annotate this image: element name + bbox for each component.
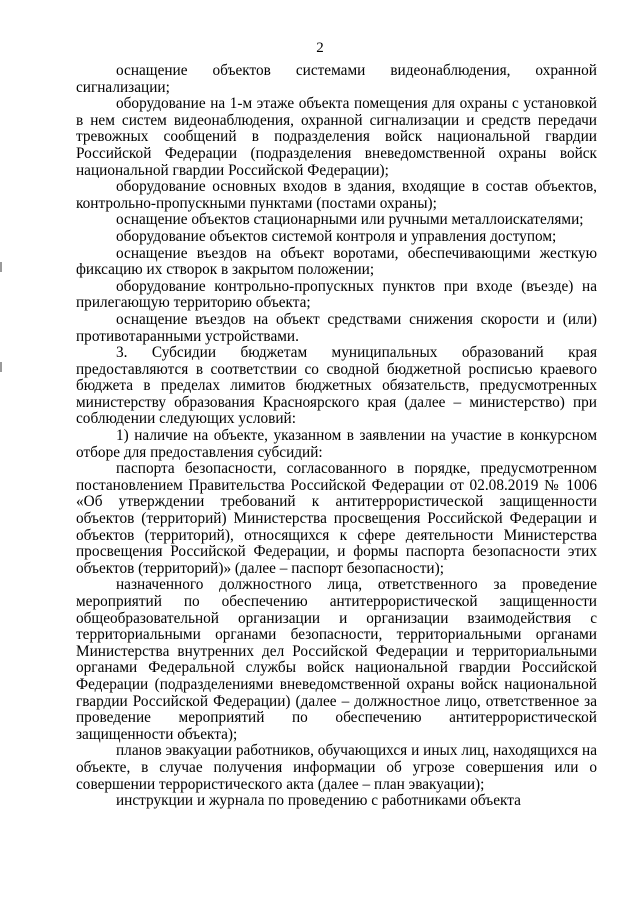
scan-edge-mark [0, 362, 2, 372]
paragraph: инструкции и журнала по проведению с работниками объекта [116, 792, 521, 810]
body-text [76, 63, 597, 810]
paragraph: оборудование на 1-м этаже объекта помещения для охраны с установкой в нем систем видеонаблюдения, охранной сигнализации и средств передачи тревожных сообщений в подразделения войск национальной гвардии Российской Федерации (подразделения вневедомственной охраны войск национальной гвардии Российской Федерации); [76, 95, 597, 179]
paragraph: оснащение объектов стационарными или ручными металлоискателями; [116, 211, 584, 229]
scan-edge-mark [0, 262, 2, 272]
paragraph: паспорта безопасности, согласованного в порядке, предусмотренном постановлением Правительства Российской Федерации от 02.08.2019 № 1006 «Об утверждении требований к антитеррористической защищенности объектов (территорий) Министерства просвещения Российской Федерации и объектов (территорий), относящихся к сфере деятельности Министерства просвещения Российской Федерации, и формы паспорта безопасности этих объектов (территорий)» (далее – паспорт безопасности); [76, 460, 597, 577]
paragraph: 3. Субсидии бюджетам муниципальных образований края предоставляются в соответствии со сводной бюджетной росписью краевого бюджета в пределах лимитов бюджетных обязательств, предусмотренных министерству образования Красноярского края (далее – министерство) при соблюдении следующих условий: [76, 344, 597, 428]
paragraph: планов эвакуации работников, обучающихся и иных лиц, находящихся на объекте, в случае получения информации об угрозе совершения или о совершении террористического акта (далее – план эвакуации); [76, 742, 597, 793]
paragraph: оборудование основных входов в здания, входящие в состав объектов, контрольно-пропускными пунктами (постами охраны); [76, 178, 597, 212]
paragraph: оснащение объектов системами видеонаблюдения, охранной сигнализации; [76, 62, 597, 96]
page-number: 2 [316, 40, 324, 56]
paragraph: оснащение въездов на объект средствами снижения скорости и (или) противотаранными устройствами. [76, 310, 597, 345]
paragraph: оборудование контрольно-пропускных пунктов при входе (въезде) на прилегающую территорию объекта; [76, 277, 597, 312]
paragraph: оснащение въездов на объект воротами, обеспечивающими жесткую фиксацию их створок в закрытом положении; [76, 244, 597, 279]
paragraph: назначенного должностного лица, ответственного за проведение мероприятий по обеспечению антитеррористической защищенности общеобразовательной организации и организации взаимодействия с территориальными органами безопасности, территориальными органами Министерства внутренних дел Российской Федерации и территориальными органами Федеральной службы войск национальной гвардии Российской Федерации (подразделениями вневедомственной охраны войск национальной гвардии Российской Федерации) (далее – должностное лицо, ответственное за проведение мероприятий по обеспечению антитеррористической защищенности объекта); [76, 576, 597, 743]
paragraph: оборудование объектов системой контроля и управления доступом; [116, 227, 557, 245]
paragraph: 1) наличие на объекте, указанном в заявлении на участие в конкурсном отборе для предоставления субсидий: [76, 427, 597, 461]
